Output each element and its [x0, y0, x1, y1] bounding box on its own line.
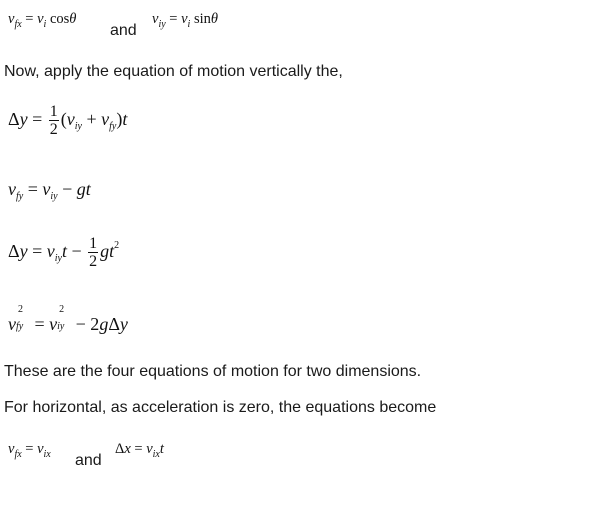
summary-text: These are the four equations of motion for two dimensions. [4, 363, 422, 380]
equation-vfy: $v_{fy} = v_{iy}$ − gt [8, 179, 91, 202]
equation-vfy-squared: v 2 fy = v 2 iy − 2gΔy [8, 304, 128, 334]
equation-delta-x: $\Delta x = v_{ix}t$ [115, 441, 164, 460]
and-label-1: and [110, 22, 137, 39]
horizontal-intro-text: For horizontal, as acceleration is zero, the equations become [4, 399, 437, 416]
intro-text: Now, apply the equation of motion vertically the, [4, 63, 343, 80]
fraction-one-half-2: $\frac{1}{2}$ [89, 235, 98, 270]
equation-viy-sin: $v_{iy} = v_i$ sinθ [152, 11, 218, 30]
equation-delta-y-kinematic: $\Delta y = v_{iy}t$ − $\frac{1}{2}$ $gt^2$ [8, 235, 120, 270]
fraction-one-half: $\frac{1}{2}$ [49, 103, 58, 138]
equation-vfx-cos: $v_{fx} = v_i$ cosθ [8, 11, 77, 30]
equation-vfx-vix: $v_{fx} = v_{ix}$ [8, 441, 51, 460]
and-label-2: and [75, 452, 102, 469]
equation-delta-y-average: Δy = $\frac{1}{2}$ $(v_{iy} + v_{fy})t$ [8, 103, 128, 138]
